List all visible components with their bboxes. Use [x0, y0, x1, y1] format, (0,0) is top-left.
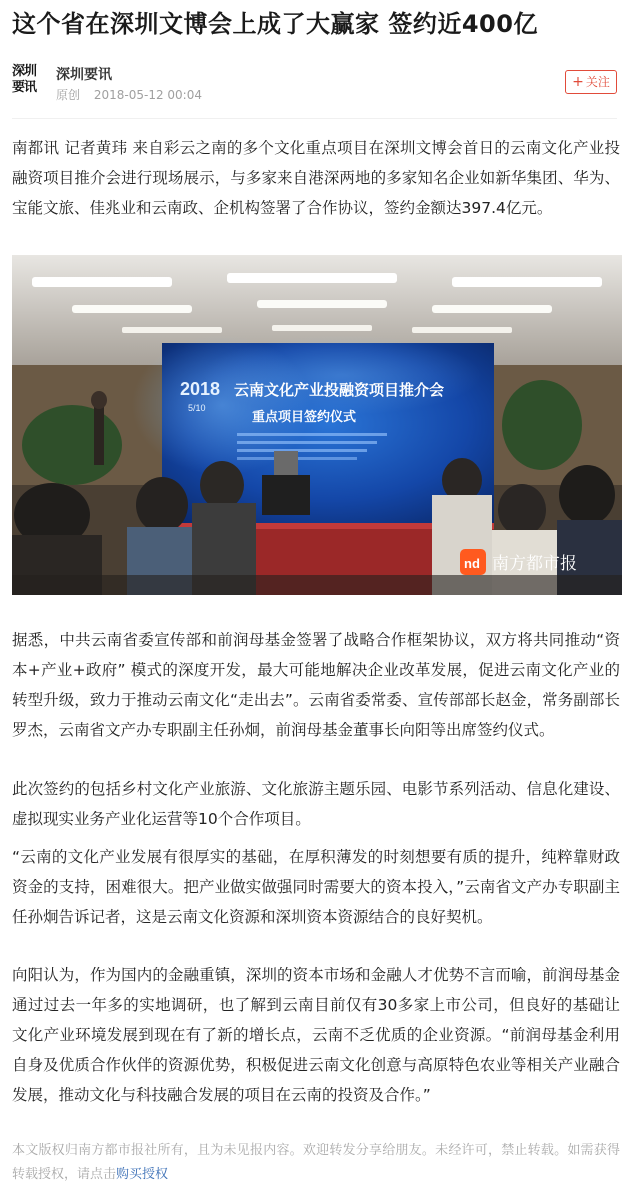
screen-subheadline: 重点项目签约仪式	[252, 410, 357, 425]
screen-date: 5/10	[188, 403, 206, 413]
screen-headline: 云南文化产业投融资项目推介会	[234, 381, 445, 399]
event-photo-graphic	[12, 255, 622, 595]
watermark-text: 南方都市报	[492, 554, 577, 574]
plus-icon: +	[572, 74, 584, 90]
article-paragraph: 南都讯 记者黄玮 来自彩云之南的多个文化重点项目在深圳文博会首日的云南文化产业投融资项目推介会进行现场展示，与多家来自港深两地的多家知名企业如新华集团、华为、宝能文旅、佳兆业和云南政、企机构签署了合作协议，签约金额达397.4亿元。	[12, 139, 620, 217]
source-name[interactable]: 深圳要讯	[56, 67, 112, 83]
article-paragraph: 向阳认为，作为国内的金融重镇，深圳的资本市场和金融人才优势不言而喻，前润母基金通过过去一年多的实地调研，也了解到云南目前仅有30多家上市公司，但良好的基础让文化产业环境发展到现在有了新的增长点，云南不乏优质的企业资源。“前润母基金利用自身及优质合作伙伴的资源优势，积极促进云南文化创意与高原特色农业等相关产业融合发展，推动文化与科技融合发展的项目在云南的投资及合作。”	[12, 966, 620, 1104]
source-logo[interactable]	[12, 64, 44, 98]
article-photo[interactable]	[12, 255, 622, 595]
author-bar	[12, 62, 617, 108]
article-paragraph: 此次签约的包括乡村文化产业旅游、文化旅游主题乐园、电影节系列活动、信息化建设、虚拟现实业务产业化运营等10个合作项目。	[12, 780, 620, 828]
article-meta	[56, 86, 202, 103]
watermark-logo: nd	[464, 556, 480, 571]
copyright-notice	[12, 1139, 620, 1187]
copyright-text: 本文版权归南方都市报社所有，且为未见报内容。欢迎转发分享给朋友。未经许可，禁止转载。如需获得转载授权，请点击	[12, 1143, 620, 1182]
follow-button[interactable]	[565, 70, 617, 94]
article-paragraph: “云南的文化产业发展有很厚实的基础，在厚积薄发的时刻想要有质的提升，纯粹靠财政资金的支持，困难很大。把产业做实做强同时需要大的资本投入，”云南省文产办专职副主任孙炯告诉记者，这是云南文化资源和深圳资本资源结合的良好契机。	[12, 848, 620, 926]
screen-year: 2018	[180, 379, 221, 399]
divider	[12, 118, 617, 119]
article-title: 这个省在深圳文博会上成了大赢家 签约近400亿	[12, 10, 538, 38]
follow-label: 关注	[585, 75, 610, 89]
publish-date: 2018-05-12 00:04	[93, 88, 202, 102]
logo-line-2: 要讯	[12, 80, 37, 95]
article-paragraph: 据悉，中共云南省委宣传部和前润母基金签署了战略合作框架协议，双方将共同推动“资本+产业+政府” 模式的深度开发，最大可能地解决企业改革发展，促进云南文化产业的转型升级，致力于推动云南文化“走出去”。云南省委常委、宣传部部长赵金，常务副部长罗杰，云南省文产办专职副主任孙炯，前润母基金董事长向阳等出席签约仪式。	[12, 631, 620, 739]
buy-license-link[interactable]: 购买授权	[116, 1167, 169, 1182]
logo-line-1: 深圳	[12, 64, 37, 79]
original-tag: 原创	[56, 88, 81, 102]
